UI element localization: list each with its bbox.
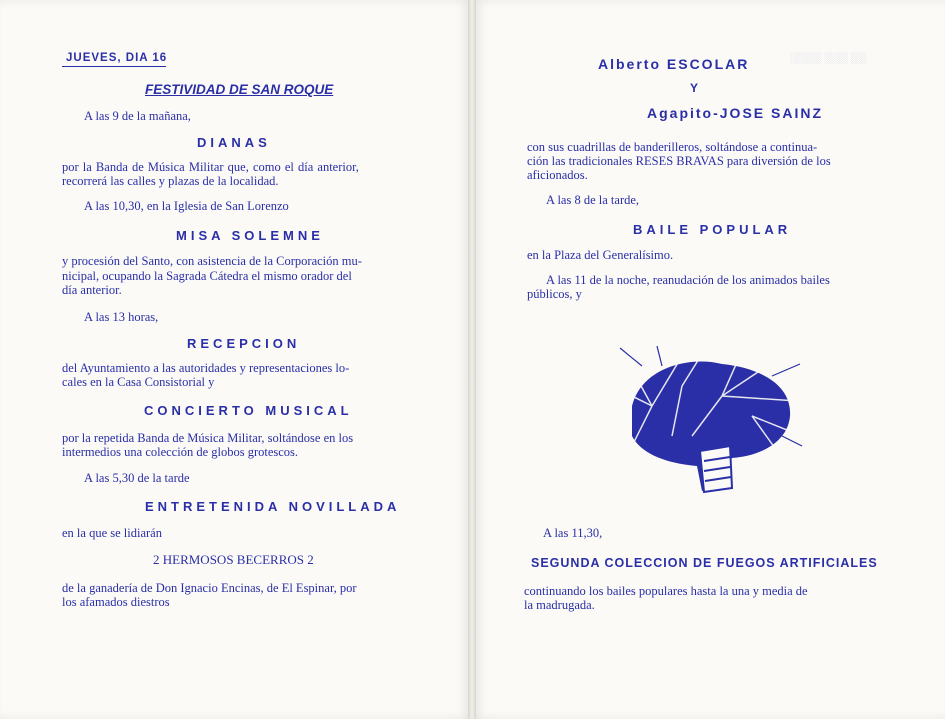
body-line: los afamados diestros xyxy=(62,595,170,609)
section-heading: DIANAS xyxy=(197,135,271,150)
body-line: intermedios una colección de globos grotescos. xyxy=(62,445,299,459)
section-heading: BAILE POPULAR xyxy=(633,222,792,237)
section-heading: CONCIERTO MUSICAL xyxy=(144,403,353,418)
body-line: por la repetida Banda de Música Militar, soltándose en los xyxy=(62,431,354,445)
book-gutter xyxy=(468,0,476,719)
body-line: del Ayuntamiento a las autoridades y representaciones lo- xyxy=(62,361,350,375)
fireworks-illustration xyxy=(612,346,804,498)
bullfighter-name: Agapito-JOSE SAINZ xyxy=(647,105,824,121)
section-heading: MISA SOLEMNE xyxy=(176,228,324,243)
day-header-underline xyxy=(62,66,166,67)
time-text: A las 10,30, en la Iglesia de San Lorenzo xyxy=(84,199,289,213)
section-heading: ENTRETENIDA NOVILLADA xyxy=(145,499,401,514)
show-through-text: ░░░░ ░░░ ░░ xyxy=(790,52,867,64)
bullfighter-name: Alberto ESCOLAR xyxy=(598,56,750,72)
body-line: cales en la Casa Consistorial y xyxy=(62,375,215,389)
body-line: públicos, y xyxy=(527,287,582,301)
body-line: ción las tradicionales RESES BRAVAS para diversión de los xyxy=(527,154,831,168)
body-line: y procesión del Santo, con asistencia de la Corporación mu- xyxy=(62,254,362,268)
body-line: aficionados. xyxy=(527,168,588,182)
time-text: A las 8 de la tarde, xyxy=(546,193,640,207)
body-line: continuando los bailes populares hasta la una y media de xyxy=(524,584,808,598)
conjunction: Y xyxy=(690,81,701,95)
body-line: la madrugada. xyxy=(524,598,595,612)
body-line: de la ganadería de Don Ignacio Encinas, de El Espinar, por xyxy=(62,581,357,595)
time-text: A las 11,30, xyxy=(543,526,603,540)
body-line: por la Banda de Música Militar que, como el día anterior, xyxy=(62,160,359,174)
time-text: A las 13 horas, xyxy=(84,310,159,324)
body-line: en la que se lidiarán xyxy=(62,526,162,540)
body-line: con sus cuadrillas de banderilleros, soltándose a continua- xyxy=(527,140,818,154)
day-header: JUEVES, DIA 16 xyxy=(66,52,168,64)
body-line: en la Plaza del Generalísimo. xyxy=(527,248,674,262)
body-line: día anterior. xyxy=(62,283,122,297)
festival-title: FESTIVIDAD DE SAN ROQUE xyxy=(145,82,334,97)
section-subheading: 2 HERMOSOS BECERROS 2 xyxy=(153,552,314,567)
time-text: A las 9 de la mañana, xyxy=(84,109,191,123)
time-text: A las 5,30 de la tarde xyxy=(84,471,190,485)
section-heading: RECEPCION xyxy=(187,336,301,351)
section-heading: SEGUNDA COLECCION DE FUEGOS ARTIFICIALES xyxy=(531,556,878,570)
body-line: nicipal, ocupando la Sagrada Cátedra el mismo orador del xyxy=(62,269,352,283)
body-line: A las 11 de la noche, reanudación de los animados bailes xyxy=(546,273,830,287)
body-line: recorrerá las calles y plazas de la localidad. xyxy=(62,174,279,188)
